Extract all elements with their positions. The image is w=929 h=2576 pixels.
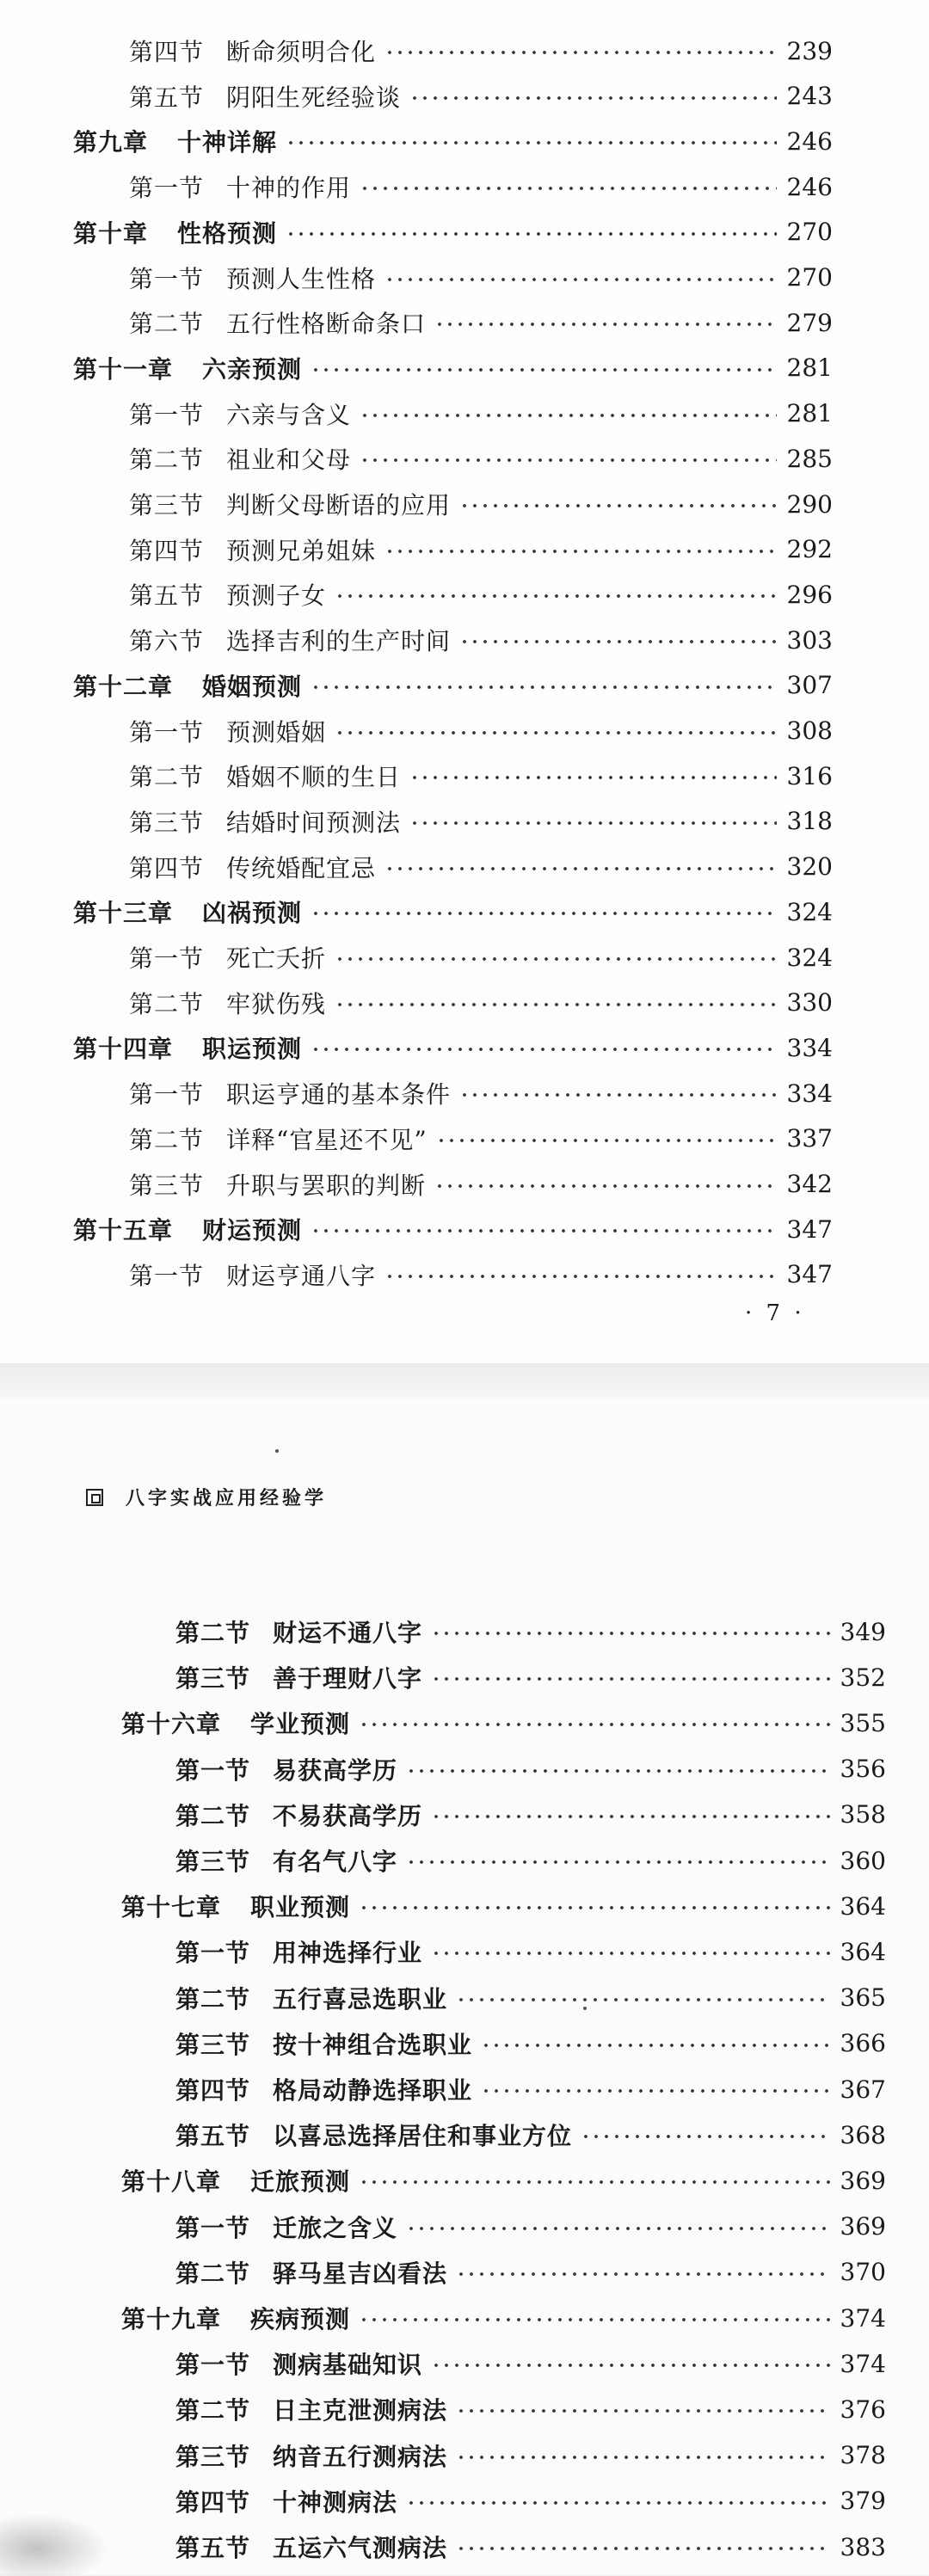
toc-entry-title: 五运六气测病法 (273, 2534, 448, 2562)
toc-entry-title: 牢狱伤残 (226, 989, 327, 1018)
dot-leader (459, 492, 777, 516)
toc-section-row (0, 74, 929, 119)
toc-entry-number: 第二节 (129, 989, 205, 1018)
toc-entry-page: 360 (840, 1846, 886, 1875)
dot-leader (311, 1217, 777, 1241)
toc-entry-number: 第六节 (129, 627, 205, 656)
dot-leader (385, 1263, 777, 1287)
toc-entry-title: 迁旅预测 (250, 2167, 351, 2197)
toc-entry-page: 367 (840, 2075, 886, 2104)
toc-entry-title: 传统婚配宜忌 (226, 853, 377, 882)
toc-section-row (0, 527, 929, 572)
toc-entry-number: 第四节 (129, 536, 205, 565)
toc-entry-page: 281 (786, 354, 833, 383)
dot-leader (360, 446, 777, 470)
toc-section-row (0, 2021, 929, 2066)
toc-entry-page: 303 (786, 625, 833, 655)
toc-chapter-row (0, 2158, 929, 2203)
dot-leader (431, 1665, 830, 1689)
toc-entry-title: 五行喜忌选职业 (273, 1984, 448, 2013)
toc-chapter-row (0, 1884, 929, 1928)
toc-entry-page: 243 (786, 82, 833, 111)
toc-chapter-row (0, 1700, 929, 1745)
toc-entry-number: 第十五章 (73, 1216, 174, 1245)
dot-leader (456, 2535, 830, 2559)
toc-entry-number: 第十一章 (73, 354, 174, 384)
toc-entry-number: 第三节 (175, 2442, 251, 2471)
toc-section-row (0, 2067, 929, 2112)
toc-entry-number: 第九章 (73, 128, 149, 157)
toc-chapter-row (0, 1207, 929, 1251)
toc-entry-number: 第一节 (175, 1755, 251, 1785)
toc-chapter-row (0, 210, 929, 255)
toc-entry-number: 第十章 (73, 218, 149, 248)
toc-entry-number: 第二节 (129, 446, 205, 475)
toc-entry-page: 281 (786, 399, 833, 428)
toc-entry-title: 以喜忌选择居住和事业方位 (273, 2122, 573, 2151)
toc-entry-title: 凶祸预测 (202, 899, 303, 928)
toc-entry-number: 第一节 (129, 1261, 205, 1290)
toc-entry-page: 374 (840, 2303, 886, 2333)
toc-entry-page: 370 (840, 2258, 886, 2287)
toc-entry-title: 用神选择行业 (273, 1939, 423, 1968)
toc-entry-page: 379 (840, 2487, 886, 2516)
toc-section-row (0, 2387, 929, 2432)
toc-entry-number: 第一节 (175, 2213, 251, 2242)
toc-entry-title: 六亲与含义 (226, 400, 352, 429)
scan-speck (275, 1449, 279, 1453)
dot-leader (335, 582, 777, 606)
toc-entry-page: 270 (786, 263, 833, 292)
toc-entry-title: 性格预测 (177, 218, 278, 248)
toc-entry-number: 第十二章 (73, 672, 174, 701)
toc-entry-page: 239 (786, 36, 833, 65)
toc-section-row (0, 1609, 929, 1654)
toc-entry-title: 善于理财八字 (273, 1664, 423, 1694)
page-number: · 7 · (745, 1300, 805, 1326)
toc-entry-page: 324 (786, 897, 833, 926)
toc-entry-number: 第十六章 (121, 1710, 222, 1739)
toc-entry-number: 第一节 (129, 1080, 205, 1110)
toc-section-row (0, 1116, 929, 1161)
toc-entry-title: 职运亨通的基本条件 (226, 1080, 452, 1110)
toc-section-row (0, 482, 929, 526)
toc-section-row (0, 1929, 929, 1974)
toc-chapter-row (0, 2296, 929, 2340)
toc-entry-page: 318 (786, 807, 833, 836)
dot-leader (409, 764, 777, 788)
dot-leader (481, 2077, 830, 2101)
toc-entry-title: 迁旅之含义 (273, 2213, 398, 2242)
toc-entry-page: 292 (786, 535, 833, 564)
toc-entry-title: 六亲预测 (202, 354, 303, 384)
toc-entry-number: 第三节 (175, 1664, 251, 1694)
dot-leader (431, 1940, 830, 1964)
dot-leader (431, 2352, 830, 2376)
toc-entry-page: 369 (840, 2166, 886, 2195)
toc-entry-number: 第三节 (129, 1171, 205, 1200)
toc-entry-title: 祖业和父母 (226, 446, 352, 475)
toc-entry-number: 第二节 (175, 2396, 251, 2425)
toc-entry-number: 第五节 (175, 2122, 251, 2151)
toc-entry-page: 356 (840, 1755, 886, 1784)
toc-chapter-row (0, 119, 929, 163)
toc-entry-title: 十神详解 (177, 128, 278, 157)
toc-section-row (0, 300, 929, 345)
toc-entry-number: 第五节 (129, 581, 205, 611)
toc-section-row (0, 753, 929, 798)
dot-leader (456, 2397, 830, 2421)
toc-entry-page: 246 (786, 172, 833, 201)
toc-entry-number: 第三节 (175, 1847, 251, 1876)
toc-entry-number: 第四节 (175, 2076, 251, 2105)
toc-entry-title: 断命须明合化 (226, 38, 377, 66)
dot-leader (286, 129, 777, 153)
dot-leader (335, 945, 777, 969)
toc-section-row (0, 2250, 929, 2295)
toc-entry-title: 财运不通八字 (273, 1619, 423, 1647)
toc-chapter-row (0, 663, 929, 708)
toc-entry-number: 第二节 (175, 2259, 251, 2288)
toc-entry-title: 判断父母断语的应用 (226, 491, 452, 520)
toc-entry-page: 290 (786, 489, 833, 519)
scan-blot (0, 2507, 120, 2576)
toc-entry-title: 职业预测 (250, 1893, 351, 1922)
dot-leader (359, 1711, 830, 1735)
toc-entry-title: 有名气八字 (273, 1847, 398, 1876)
toc-entry-page: 270 (786, 218, 833, 247)
dot-leader (406, 1757, 830, 1781)
toc-entry-number: 第十三章 (73, 899, 174, 928)
toc-entry-title: 选择吉利的生产时间 (226, 627, 452, 656)
toc-entry-page: 376 (840, 2395, 886, 2424)
toc-section-row (0, 799, 929, 844)
scan-speck (583, 2007, 587, 2010)
toc-entry-page: 368 (840, 2120, 886, 2149)
toc-section-row (0, 1071, 929, 1116)
toc-entry-number: 第三节 (129, 808, 205, 837)
toc-section-row (0, 436, 929, 481)
toc-entry-title: 疾病预测 (250, 2305, 351, 2333)
toc-entry-number: 第一节 (129, 174, 205, 203)
toc-entry-number: 第一节 (129, 264, 205, 293)
toc-entry-page: 279 (786, 308, 833, 337)
toc-entry-title: 驿马星吉凶看法 (273, 2259, 448, 2288)
toc-section-row (0, 572, 929, 617)
toc-section-row (0, 981, 929, 1025)
toc-entry-page: 365 (840, 1983, 886, 2013)
dot-leader (311, 900, 777, 924)
toc-entry-number: 第三节 (129, 491, 205, 520)
toc-entry-page: 337 (786, 1124, 833, 1153)
toc-section-row (0, 1747, 929, 1792)
toc-entry-title: 财运亨通八字 (226, 1261, 377, 1290)
toc-entry-page: 349 (840, 1617, 886, 1646)
dot-leader (431, 1803, 830, 1827)
toc-entry-title: 易获高学历 (273, 1755, 398, 1785)
toc-entry-number: 第四节 (175, 2487, 251, 2517)
toc-chapter-row (0, 1025, 929, 1070)
toc-entry-page: 383 (840, 2532, 886, 2561)
toc-entry-title: 学业预测 (250, 1710, 351, 1739)
toc-section-row (0, 1838, 929, 1883)
book-title: 八字实战应用经验学 (126, 1487, 328, 1509)
dot-leader (434, 310, 777, 335)
toc-section-row (0, 1162, 929, 1207)
running-header (86, 1484, 327, 1510)
page-gap (0, 1363, 929, 1398)
toc-entry-page: 358 (840, 1800, 886, 1829)
toc-entry-number: 第三节 (175, 2030, 251, 2059)
toc-entry-page: 369 (840, 2212, 886, 2241)
toc-entry-number: 第五节 (175, 2534, 251, 2562)
toc-entry-page: 347 (786, 1214, 833, 1244)
toc-section-row (0, 709, 929, 753)
toc-section-row (0, 391, 929, 436)
toc-entry-number: 第十八章 (121, 2167, 222, 2197)
dot-leader (456, 2260, 830, 2284)
dot-leader (409, 809, 777, 833)
toc-entry-number: 第二节 (129, 310, 205, 339)
toc-chapter-row (0, 346, 929, 390)
toc-entry-title: 按十神组合选职业 (273, 2030, 473, 2059)
toc-entry-page: 342 (786, 1170, 833, 1198)
toc-section-row (0, 845, 929, 889)
toc-entry-title: 不易获高学历 (273, 1801, 423, 1830)
toc-entry-page: 316 (786, 761, 833, 790)
toc-section-row (0, 28, 929, 73)
dot-leader (311, 1036, 777, 1060)
toc-section-row (0, 164, 929, 209)
toc-entry-page: 352 (840, 1663, 886, 1692)
toc-entry-page: 374 (840, 2349, 886, 2378)
toc-section-row (0, 618, 929, 662)
toc-entry-page: 308 (786, 716, 833, 745)
dot-leader (360, 402, 777, 426)
toc-section-row (0, 2204, 929, 2249)
dot-leader (359, 2168, 830, 2192)
toc-entry-number: 第四节 (129, 38, 205, 66)
toc-section-row (0, 2433, 929, 2478)
dot-leader (359, 1894, 830, 1918)
toc-entry-title: 职运预测 (202, 1035, 303, 1064)
dot-leader (456, 1986, 830, 2010)
toc-entry-number: 第十九章 (121, 2305, 222, 2333)
toc-entry-title: 预测人生性格 (226, 264, 377, 293)
toc-page-8 (0, 1398, 929, 2574)
toc-entry-page: 307 (786, 671, 833, 700)
dot-leader (406, 1848, 830, 1872)
header-square-icon (86, 1489, 103, 1506)
toc-entry-title: 升职与罢职的判断 (226, 1171, 427, 1200)
toc-section-row (0, 2479, 929, 2524)
toc-entry-title: 婚姻不顺的生日 (226, 763, 402, 792)
toc-entry-title: 纳音五行测病法 (273, 2442, 448, 2471)
toc-entry-page: 366 (840, 2029, 886, 2058)
toc-entry-title: 结婚时间预测法 (226, 808, 402, 837)
dot-leader (406, 2215, 830, 2239)
dot-leader (436, 1127, 777, 1151)
dot-leader (409, 84, 777, 108)
toc-entry-number: 第四节 (129, 853, 205, 882)
toc-section-row (0, 2112, 929, 2157)
dot-leader (385, 855, 777, 879)
dot-leader (311, 673, 777, 698)
dot-leader (581, 2123, 830, 2147)
toc-section-row (0, 1655, 929, 1700)
dot-leader (481, 2032, 830, 2056)
toc-entry-title: 五行性格断命条口 (226, 310, 427, 339)
dot-leader (459, 1081, 777, 1105)
toc-entry-title: 死亡夭折 (226, 944, 327, 973)
toc-entry-title: 阴阳生死经验谈 (226, 83, 402, 112)
dot-leader (434, 1172, 777, 1196)
toc-entry-number: 第二节 (175, 1984, 251, 2013)
toc-entry-page: 378 (840, 2441, 886, 2470)
toc-entry-title: 十神的作用 (226, 174, 352, 203)
toc-section-row (0, 935, 929, 980)
toc-entry-number: 第二节 (175, 1619, 251, 1647)
toc-section-row (0, 2341, 929, 2386)
toc-entry-page: 246 (786, 126, 833, 156)
toc-section-row (0, 255, 929, 300)
toc-entry-title: 预测子女 (226, 581, 327, 611)
toc-entry-title: 格局动静选择职业 (273, 2076, 473, 2105)
toc-entry-page: 347 (786, 1260, 833, 1289)
dot-leader (459, 628, 777, 652)
toc-entry-title: 预测兄弟姐妹 (226, 536, 377, 565)
dot-leader (406, 2489, 830, 2513)
toc-section-row (0, 1252, 929, 1297)
dot-leader (335, 991, 777, 1015)
toc-entry-number: 第一节 (175, 1939, 251, 1968)
toc-entry-page: 285 (786, 444, 833, 473)
toc-entry-title: 十神测病法 (273, 2487, 398, 2517)
dot-leader (311, 356, 777, 380)
toc-section-row (0, 2524, 929, 2569)
dot-leader (286, 220, 777, 244)
dot-leader (385, 39, 777, 63)
toc-entry-page: 296 (786, 580, 833, 609)
toc-section-row (0, 1792, 929, 1837)
toc-entry-title: 财运预测 (202, 1216, 303, 1245)
dot-leader (360, 175, 777, 199)
toc-entry-title: 婚姻预测 (202, 672, 303, 701)
toc-entry-title: 测病基础知识 (273, 2351, 423, 2380)
toc-chapter-row (0, 889, 929, 934)
toc-entry-number: 第一节 (129, 400, 205, 429)
toc-entry-page: 364 (840, 1937, 886, 1966)
dot-leader (359, 2306, 830, 2330)
toc-entry-number: 第十四章 (73, 1035, 174, 1064)
toc-entry-number: 第二节 (129, 1125, 205, 1154)
toc-entry-page: 320 (786, 852, 833, 882)
toc-entry-title: 详释“官星还不见” (226, 1125, 428, 1154)
dot-leader (385, 266, 777, 290)
toc-entry-number: 第二节 (175, 1801, 251, 1830)
toc-entry-number: 第二节 (129, 763, 205, 792)
toc-entry-number: 第一节 (129, 717, 205, 747)
toc-entry-page: 334 (786, 1033, 833, 1062)
toc-entry-page: 355 (840, 1708, 886, 1737)
dot-leader (385, 538, 777, 562)
toc-entry-page: 330 (786, 988, 833, 1017)
dot-leader (431, 1620, 830, 1644)
toc-entry-title: 预测婚姻 (226, 717, 327, 747)
toc-entry-number: 第十七章 (121, 1893, 222, 1922)
toc-entry-number: 第五节 (129, 83, 205, 112)
dot-leader (335, 719, 777, 743)
toc-section-row (0, 1976, 929, 2020)
toc-entry-title: 日主克泄测病法 (273, 2396, 448, 2425)
toc-entry-number: 第一节 (129, 944, 205, 973)
toc-entry-number: 第一节 (175, 2351, 251, 2380)
toc-entry-page: 364 (840, 1891, 886, 1921)
toc-entry-page: 324 (786, 943, 833, 972)
dot-leader (456, 2444, 830, 2468)
toc-entry-page: 334 (786, 1079, 833, 1108)
